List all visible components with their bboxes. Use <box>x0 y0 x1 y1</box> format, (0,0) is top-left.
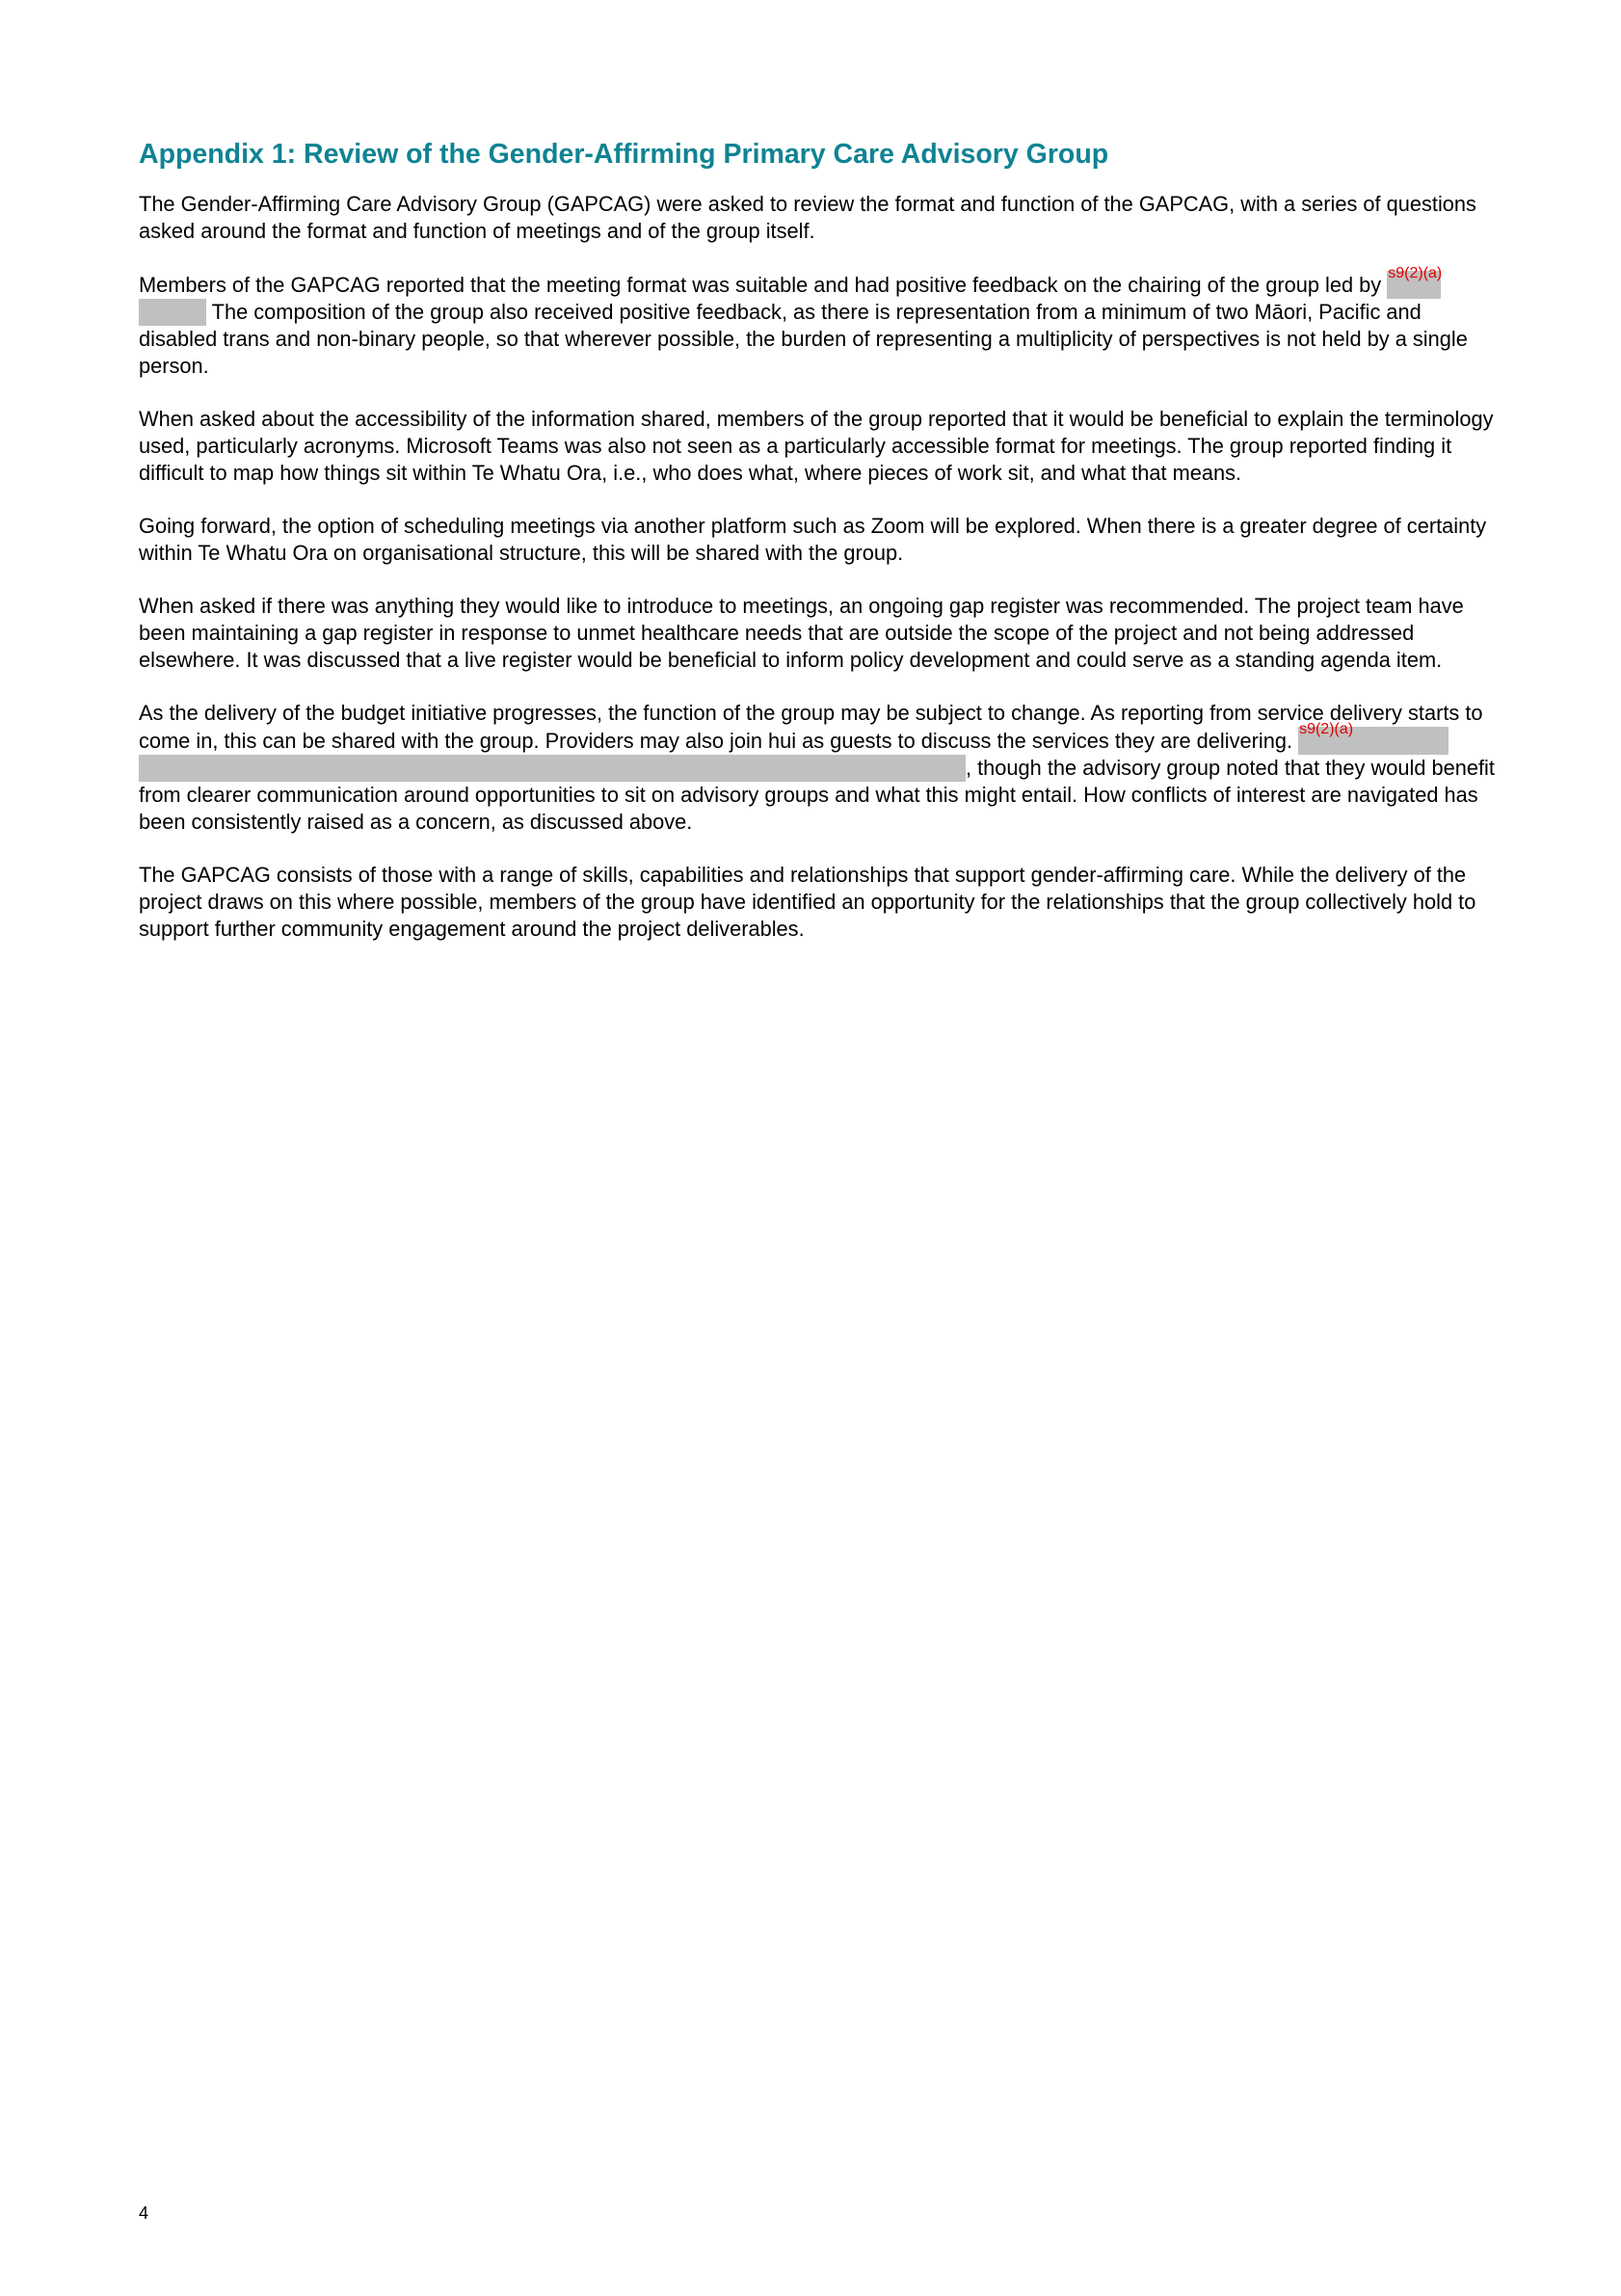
page-content <box>139 135 1496 969</box>
paragraph-budget-initiative <box>139 700 1496 836</box>
appendix-heading: Appendix 1: Review of the Gender-Affirming Primary Care Advisory Group <box>139 139 1109 170</box>
page-number: 4 <box>139 2203 149 2223</box>
paragraph-going-forward: Going forward, the option of scheduling meetings via another platform such as Zoom will be explored. When there is a greater degree of certainty within Te Whatu Ora on organisational structure, this will be shared with the group. <box>139 514 1487 565</box>
paragraph-accessibility: When asked about the accessibility of the information shared, members of the group reported that it would be beneficial to explain the terminology used, particularly acronyms. Microsoft Teams was also not seen as a particularly accessible format for meetings. The group reported finding it difficult to map how things sit within Te Whatu Ora, i.e., who does what, where pieces of work sit, and what that means. <box>139 407 1494 485</box>
redaction-box <box>1298 721 1448 755</box>
paragraph-text: , though the advisory group noted that they would benefit from clearer communication around opportunities to sit on advisory groups and what this might entail. How conflicts of interest are navigated has been consistently raised as a concern, as discussed above. <box>139 756 1495 834</box>
redaction-code: s9(2)(a) <box>1299 721 1354 737</box>
paragraph-skills: The GAPCAG consists of those with a range of skills, capabilities and relationships that support gender-affirming care. While the delivery of the project draws on this where possible, members of the group have identified an opportunity for the relationships that the group collectively hold to support further community engagement around the project deliverables. <box>139 863 1476 941</box>
redaction-box <box>1387 265 1443 299</box>
paragraph-gap-register: When asked if there was anything they would like to introduce to meetings, an ongoing gap register was recommended. The project team have been maintaining a gap register in response to unmet healthcare needs that are outside the scope of the project and not being addressed elsewhere. It was discussed that a live register would be beneficial to inform policy development and could serve as a standing agenda item. <box>139 594 1464 672</box>
redaction-box <box>139 755 966 782</box>
paragraph-meeting-format <box>139 265 1496 380</box>
paragraph-review-request: The Gender-Affirming Care Advisory Group (GAPCAG) were asked to review the format and function of the GAPCAG, with a series of questions asked around the format and function of meetings and of the group itself. <box>139 192 1476 243</box>
paragraph-text: As the delivery of the budget initiative progresses, the function of the group may be subject to change. As reporting from service delivery starts to come in, this can be shared with the group. Providers may also join hui as guests to discuss the services they are delivering. <box>139 701 1483 753</box>
paragraph-text: Members of the GAPCAG reported that the meeting format was suitable and had positive feedback on the chairing of the group led by <box>139 273 1382 297</box>
redaction-code: s9(2)(a) <box>1388 265 1443 281</box>
redaction-box <box>139 299 206 326</box>
paragraph-text: The composition of the group also received positive feedback, as there is representation from a minimum of two Māori, Pacific and disabled trans and non-binary people, so that wherever possible, the burden of representing a multiplicity of perspectives is not held by a single person. <box>139 300 1468 378</box>
